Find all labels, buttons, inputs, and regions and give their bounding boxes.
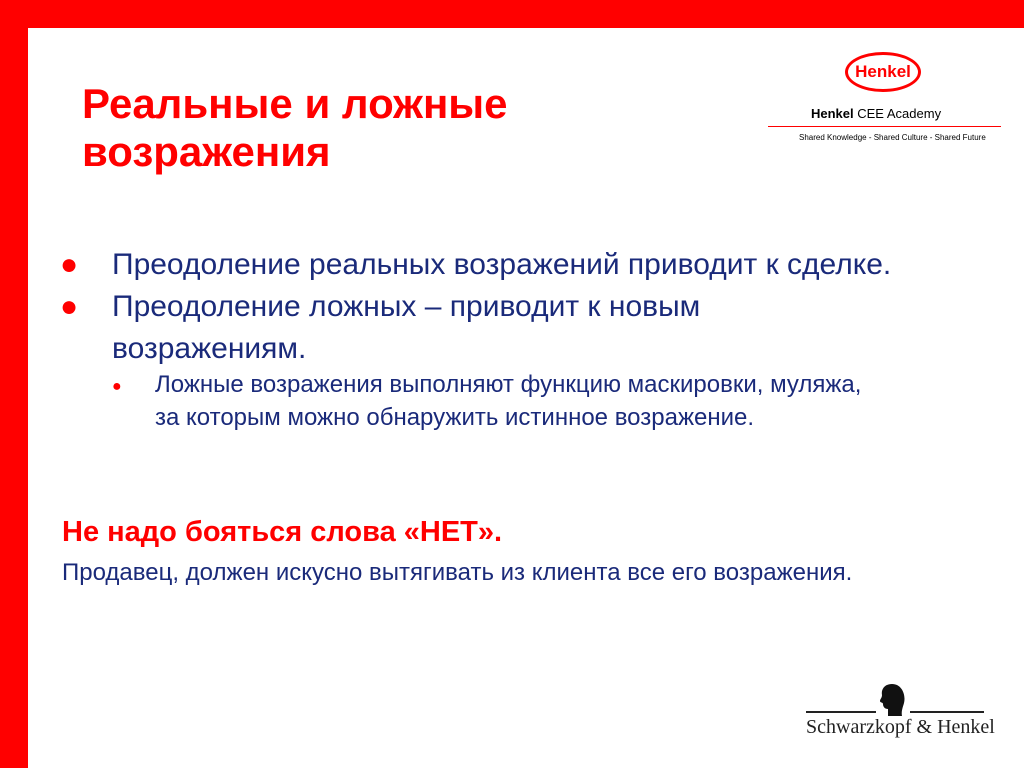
- logo-divider: [768, 126, 1001, 127]
- slide-title-line-2: возражения: [82, 128, 331, 175]
- body-text: Продавец, должен искусно вытягивать из клиента все его возражения.: [62, 559, 853, 586]
- silhouette-head-icon: [876, 683, 908, 717]
- slide-title: [82, 80, 508, 176]
- sub-bullet-dot-icon: ●: [112, 378, 122, 395]
- academy-brand: Henkel: [811, 106, 854, 121]
- bullet-dot-icon: ●: [60, 248, 79, 281]
- academy-name: CEE Academy: [853, 106, 942, 121]
- bullet-dot-icon: ●: [60, 290, 79, 323]
- bullet-2-line-2: возражениям.: [112, 332, 307, 365]
- henkel-oval-logo: [845, 52, 921, 92]
- sub-bullet-1-line-2: за которым можно обнаружить истинное возражение.: [155, 404, 755, 431]
- logo-line-right: [910, 711, 984, 713]
- sub-bullet-1-line-1: Ложные возражения выполняют функцию маскировки, муляжа,: [155, 371, 862, 398]
- bullet-2-line-1: Преодоление ложных – приводит к новым: [112, 290, 701, 323]
- academy-tagline: Shared Knowledge - Shared Culture - Shared Future: [799, 133, 986, 142]
- schwarzkopf-henkel-text: Schwarzkopf & Henkel: [806, 716, 995, 738]
- bullet-1-line-1: Преодоление реальных возражений приводит к сделке.: [112, 248, 892, 281]
- academy-label: [811, 106, 941, 121]
- slide-title-line-1: Реальные и ложные: [82, 80, 508, 127]
- logo-line-left: [806, 711, 876, 713]
- henkel-logo-text: Henkel: [855, 62, 911, 81]
- emphasis-text: Не надо бояться слова «НЕТ».: [62, 516, 503, 548]
